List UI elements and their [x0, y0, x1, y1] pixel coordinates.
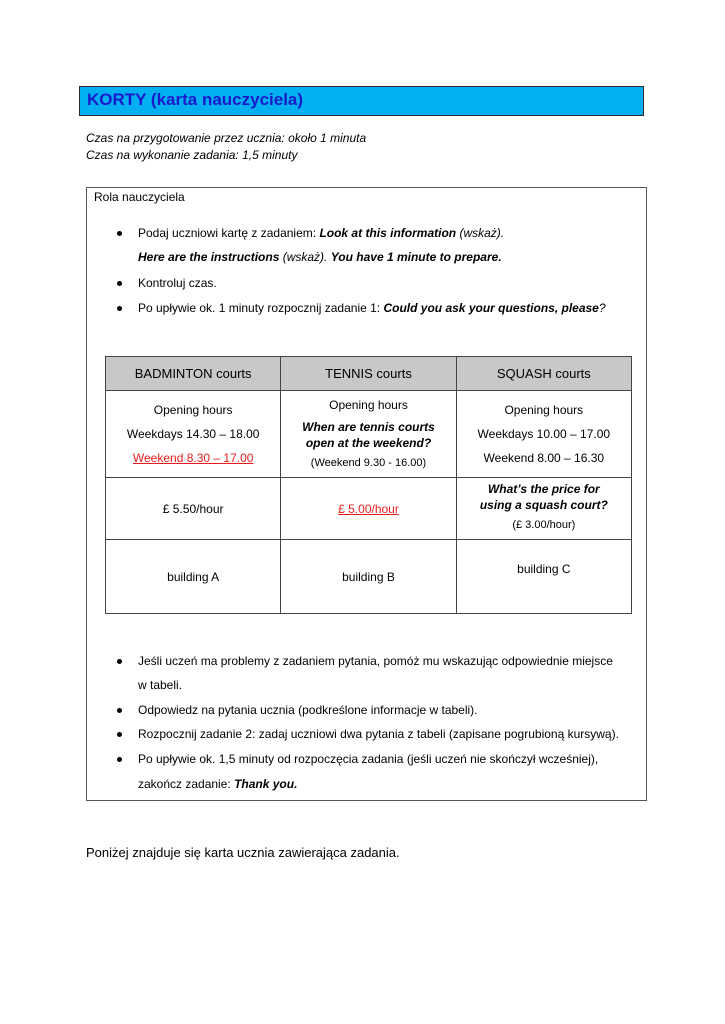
squash-price-cell: [456, 478, 631, 540]
title-bar: [79, 86, 644, 116]
tennis-hours-cell: [281, 391, 456, 478]
item-emphasis: Here are the instructions: [138, 250, 280, 264]
teacher-role-box: [86, 187, 647, 801]
list-item: [138, 221, 633, 245]
list-item-continued: [138, 673, 633, 697]
weekdays-hours: Weekdays 14.30 – 18.00: [126, 427, 260, 442]
building: building A: [167, 569, 220, 584]
list-item: [138, 649, 633, 673]
intro-times: [86, 130, 366, 164]
item-text: Rozpocznij zadanie 2: zadaj uczniowi dwa pytania z tabeli (zapisane pogrubioną kursywą).: [138, 727, 619, 741]
weekend-hours: (Weekend 9.30 - 16.00): [310, 457, 427, 470]
bullet-icon: [117, 231, 122, 236]
price: (£ 3.00/hour): [512, 518, 576, 531]
item-emphasis: Look at this information: [319, 226, 457, 240]
badminton-hours-cell: [106, 391, 281, 478]
item-text: zakończ zadanie:: [138, 777, 235, 791]
item-suffix: ?: [598, 301, 606, 315]
price: £ 5.00/hour: [338, 501, 399, 516]
weekend-hours: Weekend 8.30 – 17.00: [132, 451, 254, 466]
item-emphasis: You have 1 minute to prepare.: [330, 250, 502, 264]
list-item: [138, 698, 633, 722]
weekdays-hours: Weekdays 10.00 – 17.00: [477, 427, 611, 442]
tennis-price-cell: [281, 478, 456, 540]
bullet-icon: [117, 659, 122, 664]
bullet-icon: [117, 306, 122, 311]
squash-hours-cell: [456, 391, 631, 478]
hours-label: Opening hours: [504, 403, 584, 418]
footer-note: Poniżej znajduje się karta ucznia zawierająca zadania.: [86, 845, 400, 860]
list-item: [138, 296, 633, 320]
item-text: Po upływie ok. 1 minuty rozpocznij zadanie 1:: [138, 301, 384, 315]
list-item-continued: [138, 772, 633, 796]
hours-label: Opening hours: [153, 403, 233, 418]
header-tennis: TENNIS courts: [281, 357, 456, 391]
squash-building-cell: [456, 540, 631, 614]
tennis-question: When are tennis courts open at the weekend?: [302, 420, 435, 451]
bullet-icon: [117, 757, 122, 762]
item-text: w tabeli.: [138, 678, 183, 692]
bullet-icon: [117, 708, 122, 713]
squash-question: What’s the price for using a squash court?: [479, 481, 608, 512]
badminton-building-cell: [106, 540, 281, 614]
item-text: Kontroluj czas.: [138, 276, 217, 290]
item-text: Jeśli uczeń ma problemy z zadaniem pytania, pomóż mu wskazując odpowiednie miejsce: [138, 654, 613, 668]
item-hint: (wskaż).: [456, 226, 505, 240]
hours-label: Opening hours: [329, 398, 408, 413]
weekend-hours: Weekend 8.00 – 16.30: [483, 451, 605, 466]
task-time: Czas na wykonanie zadania: 1,5 minuty: [86, 148, 298, 162]
item-hint: (wskaż).: [279, 250, 331, 264]
item-text: Odpowiedz na pytania ucznia (podkreślone informacje w tabeli).: [138, 703, 478, 717]
item-text: Podaj uczniowi kartę z zadaniem:: [138, 226, 320, 240]
item-emphasis: Could you ask your questions, please: [383, 301, 599, 315]
list-item: [138, 722, 633, 746]
list-item-continued: [138, 245, 633, 269]
bullet-icon: [117, 732, 122, 737]
list-item: [138, 747, 633, 771]
list-item: [138, 271, 633, 295]
header-badminton: BADMINTON courts: [106, 357, 281, 391]
item-text: Po upływie ok. 1,5 minuty od rozpoczęcia zadania (jeśli uczeń nie skończył wcześniej),: [138, 752, 599, 766]
page-title: KORTY (karta nauczyciela): [87, 90, 304, 109]
badminton-price-cell: [106, 478, 281, 540]
tennis-building-cell: [281, 540, 456, 614]
price: £ 5.50/hour: [162, 501, 224, 516]
bullet-icon: [117, 281, 122, 286]
courts-table: [105, 356, 632, 614]
item-emphasis: Thank you.: [234, 777, 298, 791]
building: building B: [342, 569, 395, 584]
building: building C: [517, 562, 571, 577]
header-squash: SQUASH courts: [456, 357, 631, 391]
role-label: Rola nauczyciela: [94, 190, 185, 204]
prep-time: Czas na przygotowanie przez ucznia: około 1 minuta: [86, 131, 367, 145]
